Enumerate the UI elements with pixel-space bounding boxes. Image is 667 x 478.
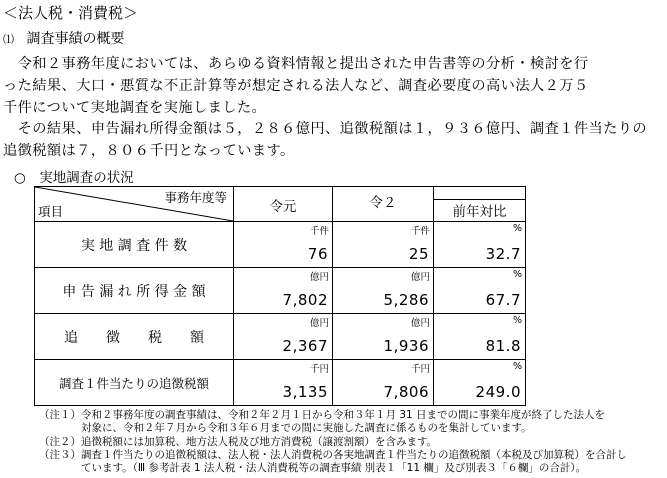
row-label: 実 地 調 査 件 数 — [35, 222, 234, 268]
row-cell: % 249.0 — [434, 360, 526, 406]
row-cell: 千件 76 — [234, 222, 333, 268]
header-corner-top: 事務年度等 — [164, 190, 227, 205]
row-cell: 千件 25 — [333, 222, 434, 268]
row-cell: 億円 5,286 — [333, 268, 434, 314]
header-corner — [35, 187, 234, 222]
row-cell: % 81.8 — [434, 314, 526, 360]
note-3-line-1: （注３）調査１件当たりの追徴税額は、法人税・法人消費税の各実地調査１件当たりの追徴税額（本税及び加算税）を合計し — [39, 449, 627, 461]
note-1-line-2: 対象に、令和２年７月から令和３年６月までの間に実施した調査に係るものを集計しています。 — [39, 422, 532, 434]
paragraph-1-line-3: 千件について実地調査を実施しました。 — [3, 100, 267, 116]
paragraph-1-line-2: った結果、大口・悪質な不正計算等が想定される法人など、調査必要度の高い法人２万５ — [3, 78, 589, 94]
table-row — [35, 268, 526, 314]
paragraph-2-line-1: その結果、申告漏れ所得金額は５，２８６億円、追徴税額は１，９３６億円、調査１件当たりの — [3, 121, 648, 137]
header-col-2: 令２ — [333, 187, 434, 222]
note-3-line-2: ています。（Ⅲ 参考計表 1 法人税・法人消費税等の調査事績 別表１「11 欄」及び別表３「６欄」の合計）。 — [39, 462, 587, 474]
row-cell: 億円 7,802 — [234, 268, 333, 314]
row-label: 調査１件当たりの追徴税額 — [35, 360, 234, 406]
row-cell: 千円 3,135 — [234, 360, 333, 406]
table-row — [35, 360, 526, 406]
header-corner-bottom: 項目 — [38, 204, 64, 219]
row-cell: 億円 2,367 — [234, 314, 333, 360]
row-cell: % 32.7 — [434, 222, 526, 268]
section-title-text: 調査事績の概要 — [26, 31, 125, 47]
row-cell: 億円 1,936 — [333, 314, 434, 360]
header-col-1: 令元 — [234, 187, 333, 222]
paragraph-1-line-1: 令和２事務年度においては、あらゆる資料情報と提出された申告書等の分析・検討を行 — [3, 56, 589, 72]
table-row — [35, 222, 526, 268]
row-label: 申 告 漏 れ 所 得 金 額 — [35, 268, 234, 314]
row-cell: 千円 7,806 — [333, 360, 434, 406]
section-number: ⑴ — [3, 33, 14, 46]
row-label: 追 徴 税 額 — [35, 314, 234, 360]
table-row — [35, 314, 526, 360]
row-cell: % 67.7 — [434, 268, 526, 314]
table-title: ○ 実地調査の状況 — [14, 170, 134, 186]
note-2: （注２）追徴税額には加算税、地方法人税及び地方消費税（譲渡割額）を含みます。 — [39, 436, 438, 448]
note-1-line-1: （注１）令和２事務年度の調査事績は、令和２年２月１日から令和３年１月 31 日までの間に事業年度が終了した法人を — [39, 409, 606, 421]
survey-table — [34, 186, 526, 406]
heading: ＜法人税・消費税＞ — [3, 4, 139, 22]
paragraph-2-line-2: 追徴税額は７，８０６千円となっています。 — [3, 143, 295, 159]
header-col-3: 前年対比 — [434, 187, 526, 222]
section-title — [3, 28, 124, 48]
